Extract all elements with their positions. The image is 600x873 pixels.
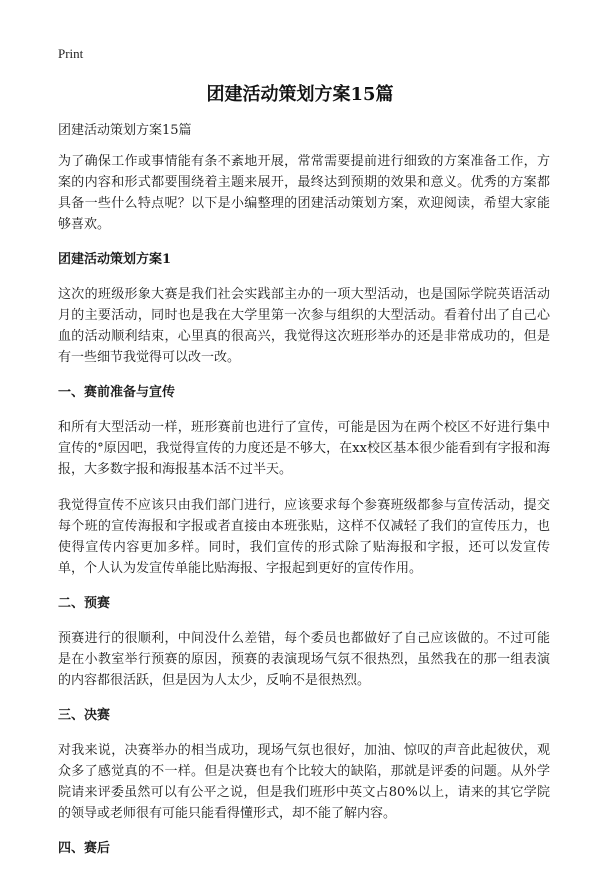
preparation-paragraph-1: 和所有大型活动一样，班形赛前也进行了宣传，可能是因为在两个校区不好进行集中宣传的°原因吧，我觉得宣传的力度还是不够大，在xx校区基本很少能看到有字报和海报，大多数字报和海报基本活不过半天。 [58,420,550,477]
heading-preparation: 一、赛前准备与宣传 [58,385,176,400]
heading-preliminary: 二、预赛 [58,596,111,611]
document-subtitle: 团建活动策划方案15篇 [58,123,192,138]
plan-1-paragraph: 这次的班级形象大赛是我们社会实践部主办的一项大型活动，也是国际学院英语活动月的主要活动，同时也是我在大学里第一次参与组织的大型活动。看着付出了自己心血的活动顺利结束，心里真的很高兴，我觉得这次班形举办的还是非常成功的，但是有一些细节我觉得可以改一改。 [58,287,550,365]
final-paragraph: 对我来说，决赛举办的相当成功，现场气氛也很好，加油、惊叹的声音此起彼伏，观众多了感觉真的不一样。但是决赛也有个比较大的缺陷，那就是评委的问题。从外学院请来评委虽然可以有公平之说，但是我们班形中英文占80%以上，请来的其它学院的领导或老师很有可能只能看得懂形式，却不能了解内容。 [58,743,550,821]
heading-final: 三、决赛 [58,708,111,723]
document-title: 团建活动策划方案15篇 [206,84,394,105]
heading-after: 四、赛后 [58,841,111,856]
preparation-paragraph-2: 我觉得宣传不应该只由我们部门进行，应该要求每个参赛班级都参与宣传活动，提交每个班的宣传海报和字报或者直接由本班张贴，这样不仅减轻了我们的宣传压力，也使得宣传内容更加多样。同时，我们宣传的形式除了贴海报和字报，还可以发宣传单，个人认为发宣传单能比贴海报、字报起到更好的宣传作用。 [58,498,550,576]
document-body [58,121,550,873]
intro-paragraph: 为了确保工作或事情能有条不紊地开展，常常需要提前进行细致的方案准备工作，方案的内容和形式都要围绕着主题来展开，最终达到预期的效果和意义。优秀的方案都具备一些什么特点呢？以下是小编整理的团建活动策划方案，欢迎阅读，希望大家能够喜欢。 [58,154,550,232]
section-heading-plan-1: 团建活动策划方案1 [58,252,172,267]
preliminary-paragraph: 预赛进行的很顺利，中间没什么差错，每个委员也都做好了自己应该做的。不过可能是在小教室举行预赛的原因，预赛的表演现场气氛不很热烈，虽然我在的那一组表演的内容都很活跃，但是因为人太少，反响不是很热烈。 [58,631,550,688]
print-label: Print [58,46,84,61]
